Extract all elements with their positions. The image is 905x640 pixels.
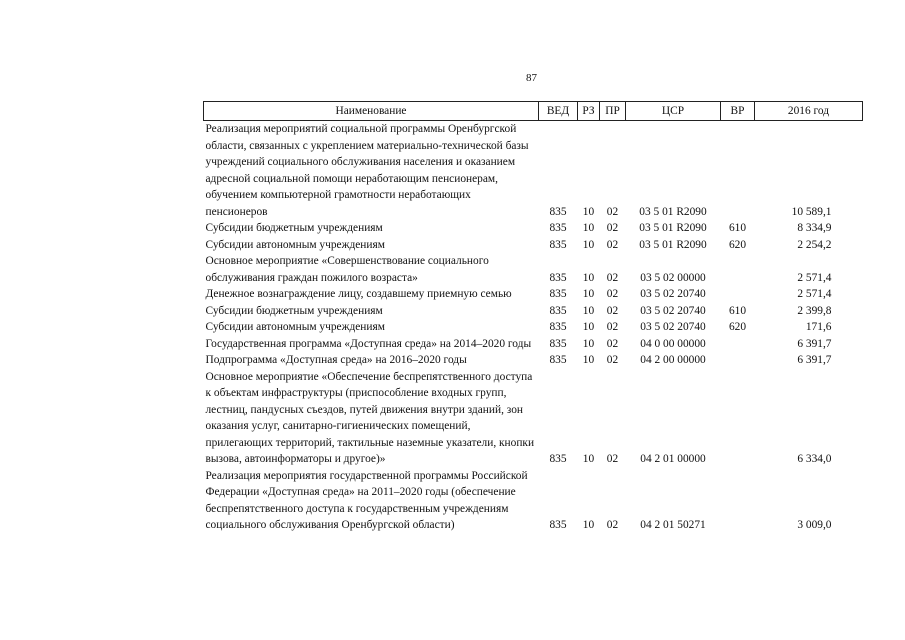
cell-name: Основное мероприятие «Совершенствование социального обслуживания граждан пожилого возраста» [205,255,489,284]
cell-rz: 10 [582,222,595,234]
cell-vr [721,121,755,221]
cell-name: Субсидии автономным учреждениям [205,321,385,333]
cell-pr: 02 [606,354,619,366]
table-row [204,253,863,286]
cell-pr: 02 [606,337,619,350]
cell-year: 171,6 [805,321,832,333]
cell-rz: 10 [582,271,595,284]
cell-ved: 835 [549,304,567,317]
header-vr: ВР [721,102,755,121]
cell-rz: 10 [582,304,595,317]
cell-rz: 10 [582,205,595,218]
cell-vr [721,286,755,303]
header-ved: ВЕД [539,102,578,121]
cell-rz: 10 [582,321,595,333]
cell-pr: 02 [606,453,619,465]
cell-csr: 03 5 02 20740 [640,304,706,317]
cell-vr [721,336,755,353]
cell-csr: 03 5 01 R2090 [639,238,707,251]
cell-vr: 620 [728,321,747,333]
cell-pr: 02 [606,304,619,317]
cell-name: Реализация мероприятия государственной программы Российской Федерации «Доступная среда» на 2011–2020 годы (обеспечение беспрепятственного доступа к государственным учреждениям социального обслуживания Оренбургской области) [205,469,528,531]
cell-name: Денежное вознаграждение лицу, создавшему приемную семью [205,288,512,300]
cell-csr: 03 5 02 20740 [640,321,706,333]
cell-rz: 10 [582,354,595,366]
cell-year: 6 391,7 [797,337,832,350]
cell-ved: 835 [549,321,567,333]
cell-csr: 03 5 01 R2090 [639,205,707,218]
cell-year: 8 334,9 [797,222,832,234]
cell-ved: 835 [549,354,567,366]
cell-vr: 620 [728,238,747,251]
cell-name: Подпрограмма «Доступная среда» на 2016–2020 годы [205,354,467,366]
cell-year: 2 254,2 [797,238,832,251]
header-row [204,102,863,121]
table-row [204,336,863,353]
table-row [204,319,863,336]
cell-csr: 04 2 01 50271 [640,519,706,531]
cell-rz: 10 [582,337,595,350]
cell-year: 6 334,0 [797,453,832,465]
cell-csr: 04 0 00 00000 [640,337,706,350]
table-row [204,303,863,320]
cell-year: 6 391,7 [797,354,832,366]
cell-year: 2 399,8 [797,304,832,317]
header-csr: ЦСР [626,102,721,121]
cell-name: Государственная программа «Доступная среда» на 2014–2020 годы [205,337,532,350]
header-year: 2016 год [755,102,863,121]
cell-csr: 03 5 01 R2090 [639,222,707,234]
cell-rz: 10 [582,238,595,251]
page-number: 87 [526,72,537,84]
cell-year: 2 571,4 [797,288,832,300]
table-row [204,121,863,221]
cell-vr [721,253,755,286]
cell-ved: 835 [549,205,567,218]
cell-csr: 04 2 00 00000 [640,354,706,366]
cell-year: 10 589,1 [791,205,832,218]
table-row [204,352,863,369]
cell-csr: 03 5 02 00000 [640,271,706,284]
cell-rz: 10 [582,288,595,300]
cell-pr: 02 [606,238,619,251]
header-name: Наименование [204,102,539,121]
budget-document [203,101,862,534]
cell-pr: 02 [606,519,619,531]
cell-pr: 02 [606,222,619,234]
cell-rz: 10 [582,453,595,465]
table-row [204,286,863,303]
cell-name: Основное мероприятие «Обеспечение беспрепятственного доступа к объектам инфраструктуры (приспособление входных групп, лестниц, пандусных съездов, путей движения внутри зданий, зон оказания услуг, санитарно-гигиенических помещений, прилегающих территорий, тактильные наземные указатели, кнопки вызова, автоинформаторы и другое)» [205,370,535,465]
cell-ved: 835 [549,222,567,234]
cell-name: Субсидии бюджетным учреждениям [205,304,383,317]
table-row [204,220,863,237]
cell-vr: 610 [728,222,747,234]
header-pr: ПР [600,102,626,121]
cell-pr: 02 [606,321,619,333]
cell-ved: 835 [549,271,567,284]
table-row [204,237,863,254]
cell-csr: 03 5 02 20740 [640,288,706,300]
cell-ved: 835 [549,238,567,251]
cell-pr: 02 [606,288,619,300]
cell-ved: 835 [549,288,567,300]
cell-ved: 835 [549,337,567,350]
table-body [204,121,863,534]
cell-name: Субсидии бюджетным учреждениям [205,222,383,234]
header-rz: РЗ [578,102,600,121]
cell-vr [721,352,755,369]
cell-ved: 835 [549,453,567,465]
cell-vr [721,369,755,468]
cell-vr [721,468,755,534]
budget-table [203,101,863,534]
table-row [204,468,863,534]
cell-year: 3 009,0 [797,519,832,531]
cell-name: Субсидии автономным учреждениям [205,238,385,251]
cell-vr: 610 [728,304,747,317]
table-row [204,369,863,468]
cell-name: Реализация мероприятий социальной программы Оренбургской области, связанных с укреплением материально-технической базы учреждений социального обслуживания населения и оказанием адресной социальной помощи неработающим пенсионерам, обучением компьютерной грамотности неработающих пенсионеров [205,123,529,218]
table-header [204,102,863,121]
cell-pr: 02 [606,271,619,284]
cell-ved: 835 [549,519,567,531]
cell-rz: 10 [582,519,595,531]
cell-csr: 04 2 01 00000 [640,453,706,465]
cell-year: 2 571,4 [797,271,832,284]
cell-pr: 02 [606,205,619,218]
